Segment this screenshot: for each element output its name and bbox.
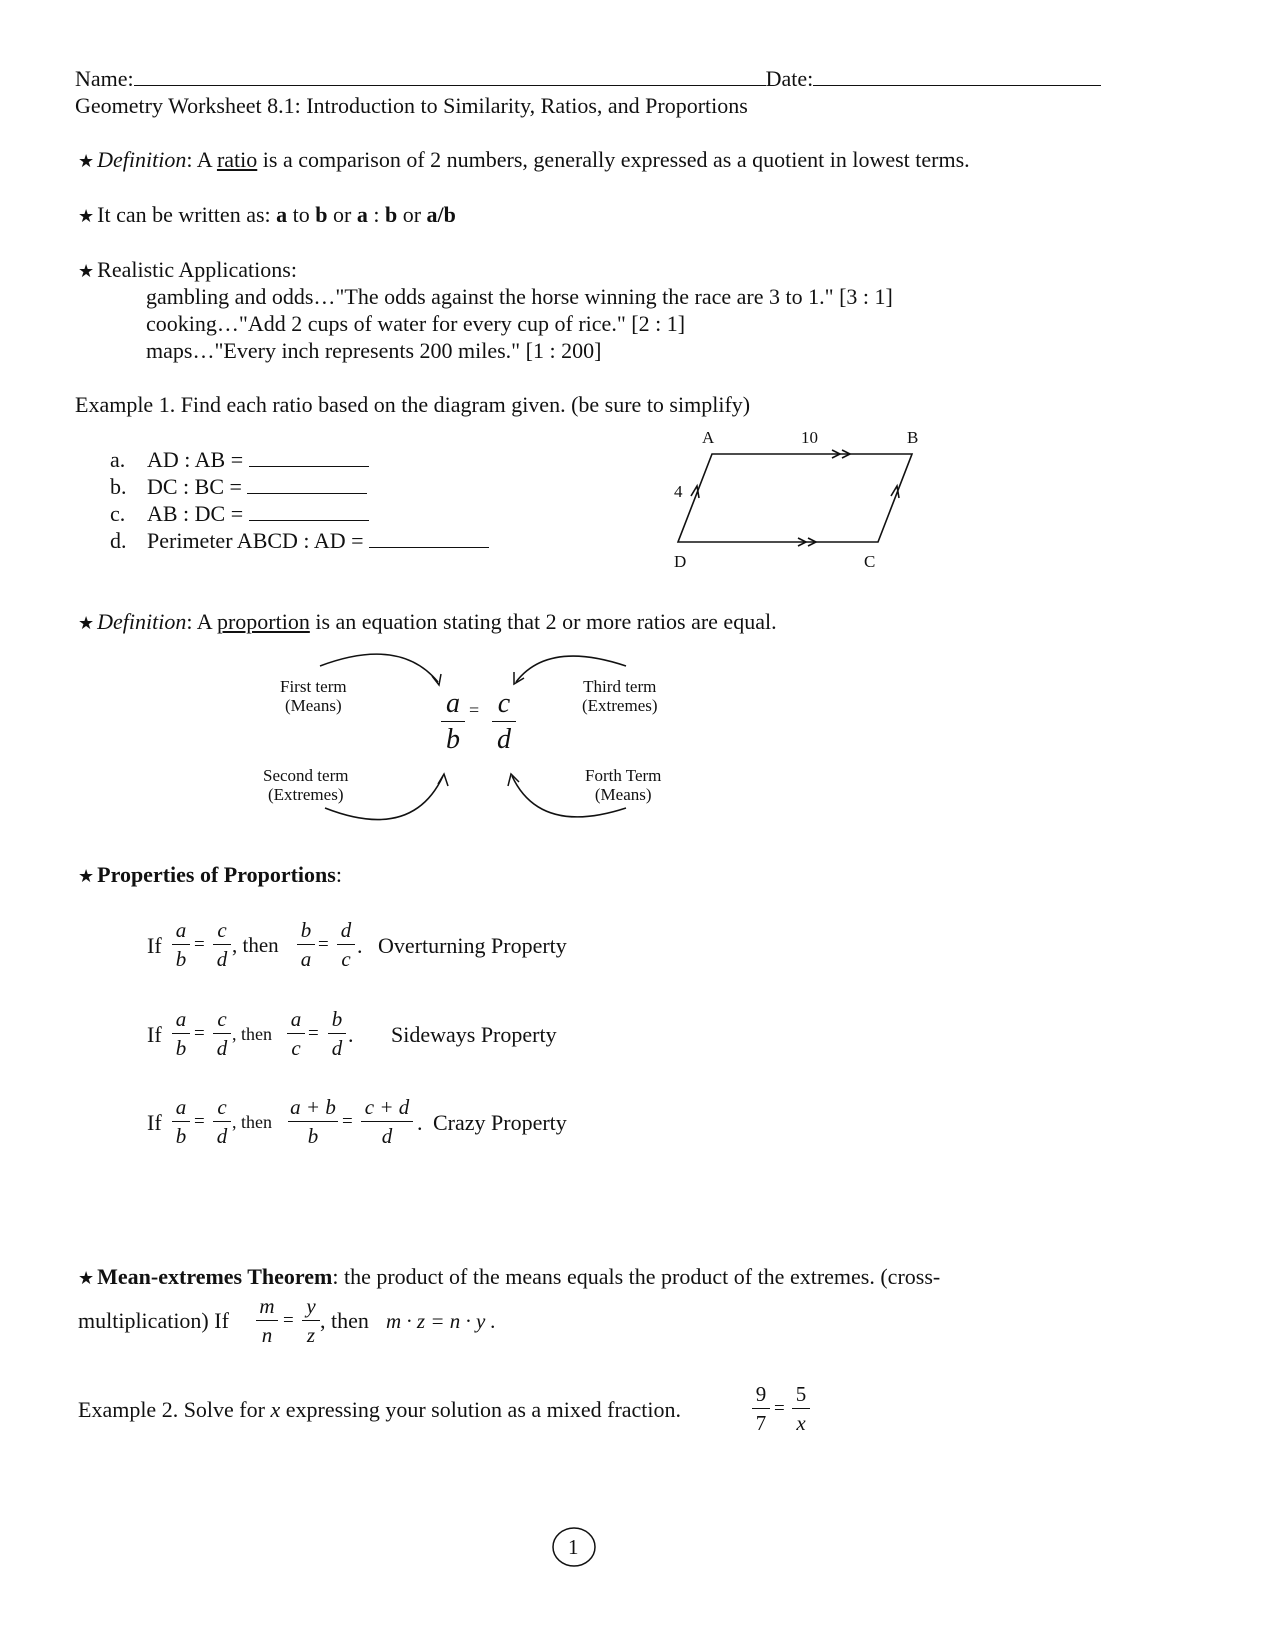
item-letter: a. bbox=[110, 447, 126, 472]
application-item: cooking…"Add 2 cups of water for every cup of rice." [2 : 1] bbox=[146, 311, 686, 336]
property-name: Sideways Property bbox=[391, 1022, 557, 1047]
name-label: Name: bbox=[75, 66, 134, 91]
numerator: b bbox=[300, 918, 312, 942]
application-item: maps…"Every inch represents 200 miles." [1 : 200] bbox=[146, 338, 602, 363]
denominator: d bbox=[216, 1036, 228, 1060]
numerator: a bbox=[446, 688, 460, 719]
period: . bbox=[348, 1022, 354, 1047]
definition-text-pre: : A bbox=[186, 147, 217, 172]
item-text: AD : AB = bbox=[147, 447, 244, 472]
equals-sign: = bbox=[194, 934, 205, 955]
numerator: m bbox=[259, 1294, 275, 1318]
equals-sign: = bbox=[469, 700, 480, 720]
item-text: Perimeter ABCD : AD = bbox=[147, 528, 364, 553]
ratio-term: ratio bbox=[216, 147, 258, 172]
denominator: b bbox=[307, 1124, 319, 1148]
denominator: c bbox=[341, 947, 351, 971]
if-label: If bbox=[147, 1110, 162, 1135]
definition-lead: Definition bbox=[97, 609, 187, 634]
first-term-text: First term bbox=[280, 677, 347, 696]
property-name: Overturning Property bbox=[378, 933, 567, 958]
definition-text-post: is an equation stating that 2 or more ratios are equal. bbox=[309, 609, 777, 634]
side-length-left: 4 bbox=[674, 482, 683, 501]
example2-text-post: expressing your solution as a mixed fraction. bbox=[280, 1397, 682, 1422]
numerator: 9 bbox=[755, 1382, 767, 1406]
fourth-term-role: (Means) bbox=[594, 785, 652, 804]
var-x: x bbox=[270, 1397, 281, 1422]
star-icon: ★ bbox=[78, 261, 95, 281]
denominator: d bbox=[216, 947, 228, 971]
application-item: gambling and odds…"The odds against the horse winning the race are 3 to 1." [3 : 1] bbox=[146, 284, 893, 309]
numerator: y bbox=[306, 1294, 316, 1318]
denominator: d bbox=[331, 1036, 343, 1060]
item-letter: d. bbox=[110, 528, 127, 553]
var-b: b bbox=[315, 202, 328, 227]
numerator: a bbox=[290, 1007, 302, 1031]
numerator: a bbox=[175, 1007, 187, 1031]
properties-heading-text: Properties of Proportions bbox=[97, 862, 336, 887]
word-or: or bbox=[397, 202, 427, 227]
denominator: b bbox=[175, 947, 187, 971]
vertex-label-b: B bbox=[907, 428, 919, 447]
if-label: If bbox=[147, 933, 162, 958]
star-icon: ★ bbox=[78, 613, 95, 633]
third-term-text: Third term bbox=[583, 677, 657, 696]
then-label: , then bbox=[232, 1024, 272, 1044]
colon: : bbox=[335, 862, 342, 887]
fraction-ab: a/b bbox=[426, 202, 456, 227]
theorem-conclusion: m · z = n · y . bbox=[386, 1309, 496, 1333]
page-title: Geometry Worksheet 8.1: Introduction to Similarity, Ratios, and Proportions bbox=[75, 93, 748, 118]
denominator: a bbox=[300, 947, 312, 971]
equals-sign: = bbox=[283, 1310, 294, 1331]
theorem-line2: multiplication) If bbox=[78, 1308, 229, 1333]
star-icon: ★ bbox=[78, 151, 95, 171]
example2-text-pre: Example 2. Solve for bbox=[78, 1397, 271, 1422]
page-number: 1 bbox=[568, 1535, 579, 1559]
numerator: a bbox=[175, 918, 187, 942]
period: . bbox=[357, 933, 363, 958]
colon: : bbox=[367, 202, 385, 227]
definition-text-pre: : A bbox=[186, 609, 217, 634]
item-letter: b. bbox=[110, 474, 127, 499]
denominator: z bbox=[306, 1323, 316, 1347]
var-a: a bbox=[276, 202, 288, 227]
word-to: to bbox=[287, 202, 316, 227]
var-b: b bbox=[384, 202, 398, 227]
date-label: Date: bbox=[765, 66, 814, 91]
fourth-term-text: Forth Term bbox=[585, 766, 662, 785]
applications-heading-text: Realistic Applications: bbox=[97, 257, 297, 282]
property-name: Crazy Property bbox=[433, 1110, 567, 1135]
numerator: c + d bbox=[364, 1095, 410, 1119]
then-label: , then bbox=[320, 1308, 369, 1333]
denominator: b bbox=[446, 724, 460, 755]
second-term-role: (Extremes) bbox=[267, 785, 344, 804]
definition-lead: Definition bbox=[97, 147, 187, 172]
proportion-term: proportion bbox=[216, 609, 310, 634]
third-term-role: (Extremes) bbox=[582, 696, 658, 715]
denominator: b bbox=[175, 1036, 187, 1060]
denominator: c bbox=[291, 1036, 301, 1060]
star-icon: ★ bbox=[78, 1268, 95, 1288]
denominator: n bbox=[261, 1323, 273, 1347]
theorem-name: Mean-extremes Theorem bbox=[97, 1264, 333, 1289]
equals-sign: = bbox=[774, 1398, 785, 1419]
numerator: 5 bbox=[795, 1382, 807, 1406]
vertex-label-c: C bbox=[864, 552, 876, 571]
written-as-text: It can be written as: bbox=[97, 202, 277, 227]
second-term-text: Second term bbox=[263, 766, 349, 785]
if-label: If bbox=[147, 1022, 162, 1047]
item-letter: c. bbox=[110, 501, 126, 526]
star-icon: ★ bbox=[78, 206, 95, 226]
colon: : bbox=[332, 1264, 339, 1289]
numerator: a + b bbox=[290, 1095, 336, 1119]
equals-sign: = bbox=[194, 1023, 205, 1044]
var-a: a bbox=[356, 202, 368, 227]
equals-sign: = bbox=[194, 1111, 205, 1132]
denominator: x bbox=[796, 1411, 806, 1435]
denominator: d bbox=[216, 1124, 228, 1148]
example1-prompt: Example 1. Find each ratio based on the diagram given. (be sure to simplify) bbox=[75, 392, 751, 417]
numerator: c bbox=[217, 918, 227, 942]
first-term-role: (Means) bbox=[284, 696, 342, 715]
denominator: b bbox=[175, 1124, 187, 1148]
definition-text-post: is a comparison of 2 numbers, generally expressed as a quotient in lowest terms. bbox=[257, 147, 970, 172]
then-label: , then bbox=[232, 1112, 272, 1132]
vertex-label-a: A bbox=[702, 428, 715, 447]
vertex-label-d: D bbox=[674, 552, 687, 571]
period: . bbox=[417, 1110, 423, 1135]
denominator: d bbox=[497, 724, 511, 755]
then-label: , then bbox=[232, 933, 279, 957]
denominator: d bbox=[381, 1124, 393, 1148]
equals-sign: = bbox=[308, 1023, 319, 1044]
item-text: AB : DC = bbox=[147, 501, 244, 526]
item-text: DC : BC = bbox=[147, 474, 242, 499]
word-or: or bbox=[327, 202, 357, 227]
numerator: c bbox=[217, 1007, 227, 1031]
side-length-top: 10 bbox=[801, 428, 818, 447]
theorem-text: the product of the means equals the product of the extremes. (cross- bbox=[338, 1264, 941, 1289]
numerator: d bbox=[340, 918, 352, 942]
numerator: a bbox=[175, 1095, 187, 1119]
numerator: c bbox=[497, 688, 511, 719]
star-icon: ★ bbox=[78, 866, 95, 886]
denominator: 7 bbox=[755, 1411, 767, 1435]
equals-sign: = bbox=[318, 934, 329, 955]
numerator: b bbox=[331, 1007, 343, 1031]
numerator: c bbox=[217, 1095, 227, 1119]
equals-sign: = bbox=[342, 1111, 353, 1132]
